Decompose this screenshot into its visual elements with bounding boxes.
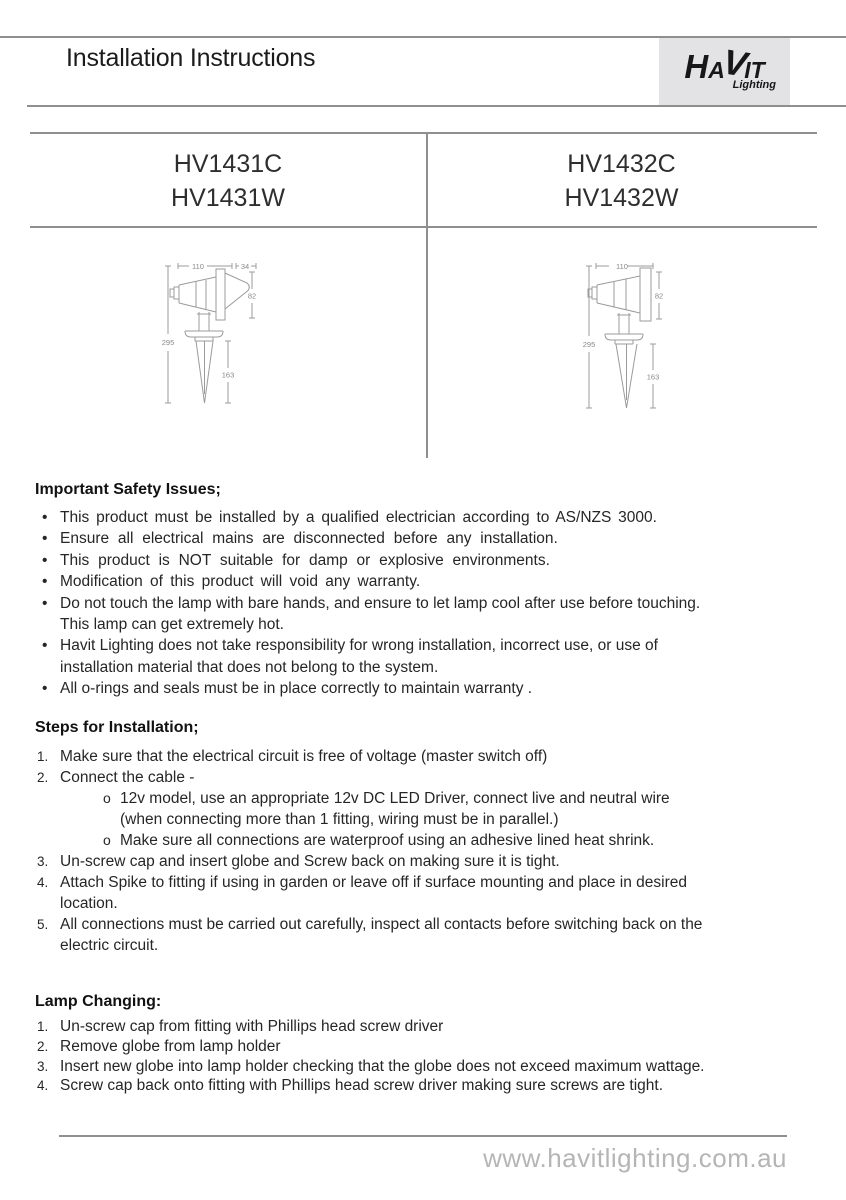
circle-bullet-icon: o bbox=[103, 790, 111, 806]
text-line: All connections must be carried out carefully, inspect all contacts before switching back on the bbox=[60, 916, 703, 933]
text-line: location. bbox=[60, 895, 118, 912]
text-line: (when connecting more than 1 fitting, wiring must be in parallel.) bbox=[120, 811, 559, 828]
text-line: Ensure all electrical mains are disconnected before any installation. bbox=[60, 530, 558, 548]
installation-step bbox=[35, 746, 797, 767]
bullet-icon: • bbox=[42, 509, 48, 526]
text-line: 12v model, use an appropriate 12v DC LED Driver, connect live and neutral wire bbox=[120, 790, 670, 807]
text-line: Do not touch the lamp with bare hands, and ensure to let lamp cool after use before touching. bbox=[60, 594, 701, 612]
logo-tagline: Lighting bbox=[732, 78, 776, 91]
dimension-lines bbox=[165, 263, 256, 403]
circle-bullet-icon: o bbox=[103, 832, 111, 848]
text-line: Attach Spike to fitting if using in garden or leave off if surface mounting and place in desired bbox=[60, 874, 687, 891]
step-text bbox=[60, 767, 797, 788]
logo-letter: A bbox=[708, 56, 725, 83]
lamp-step bbox=[35, 1037, 797, 1057]
lamp-step bbox=[35, 1076, 797, 1096]
installation-heading: Steps for Installation; bbox=[35, 719, 199, 736]
step-number: 3. bbox=[37, 1058, 49, 1074]
text-line: Havit Lighting does not take responsibility for wrong installation, incorrect use, or use of bbox=[60, 637, 658, 655]
text-line: installation material that does not belong to the system. bbox=[60, 658, 439, 676]
safety-bullet-text bbox=[60, 550, 797, 571]
model-name: HV1431C bbox=[173, 150, 283, 178]
step-text bbox=[60, 1037, 797, 1057]
text-line: Connect the cable - bbox=[60, 769, 195, 786]
model-name: HV1432C bbox=[567, 150, 676, 178]
model-name: HV1431W bbox=[171, 184, 285, 212]
havit-logo-wordmark bbox=[684, 42, 765, 85]
text-line: Make sure that the electrical circuit is free of voltage (master switch off) bbox=[60, 748, 548, 765]
step-text bbox=[60, 746, 797, 767]
installation-step bbox=[35, 851, 797, 872]
page-title: Installation Instructions bbox=[66, 44, 316, 72]
substep-text bbox=[120, 830, 797, 851]
text-line: This lamp can get extremely hot. bbox=[60, 616, 284, 634]
spike-light-drawing-right bbox=[556, 256, 726, 416]
logo-check-letter: V bbox=[720, 42, 750, 85]
installation-substep bbox=[97, 788, 797, 830]
models-bottom-rule bbox=[30, 226, 817, 228]
step-number: 2. bbox=[37, 1038, 49, 1054]
safety-bullet bbox=[35, 678, 797, 699]
step-text bbox=[60, 914, 797, 956]
dim-height: 295 bbox=[161, 338, 175, 347]
website-url: www.havitlighting.com.au bbox=[483, 1143, 787, 1173]
bullet-icon: • bbox=[42, 637, 48, 655]
fixture-outline bbox=[588, 268, 651, 408]
step-text bbox=[60, 1076, 797, 1096]
fixture-outline bbox=[170, 269, 249, 403]
safety-bullet bbox=[35, 507, 797, 528]
bullet-icon: • bbox=[42, 551, 48, 569]
model-names-right bbox=[426, 147, 817, 215]
step-number: 3. bbox=[37, 854, 49, 869]
installation-step bbox=[35, 914, 797, 956]
step-number: 2. bbox=[37, 770, 49, 785]
step-number: 1. bbox=[37, 1019, 49, 1034]
safety-bullet bbox=[35, 593, 797, 636]
installation-list bbox=[35, 746, 797, 956]
text-line: Screw cap back onto fitting with Phillips head screw driver making sure screws are tight. bbox=[60, 1077, 664, 1095]
text-line: electric circuit. bbox=[60, 937, 159, 954]
dim-head: 82 bbox=[247, 291, 257, 301]
dim-visor: 34 bbox=[240, 261, 250, 271]
footer-rule bbox=[59, 1135, 787, 1137]
text-line: Modification of this product will void any warranty. bbox=[60, 573, 421, 591]
logo-letter: IT bbox=[744, 56, 765, 83]
installation-step bbox=[35, 767, 797, 788]
model-names-left bbox=[30, 147, 426, 215]
logo-letter: H bbox=[684, 47, 709, 85]
havit-logo bbox=[659, 38, 790, 105]
installation-substep bbox=[97, 830, 797, 851]
bullet-icon: • bbox=[42, 594, 48, 612]
bullet-icon: • bbox=[42, 680, 48, 698]
lamp-changing-heading: Lamp Changing: bbox=[35, 993, 162, 1010]
dim-height: 295 bbox=[582, 340, 596, 349]
text-line: Un-screw cap and insert globe and Screw back on making sure it is tight. bbox=[60, 853, 560, 870]
models-top-rule bbox=[30, 132, 817, 134]
step-number: 4. bbox=[37, 875, 49, 890]
text-line: All o-rings and seals must be in place correctly to maintain warranty . bbox=[60, 680, 533, 698]
safety-bullet bbox=[35, 571, 797, 592]
bullet-icon: • bbox=[42, 530, 48, 548]
text-line: Make sure all connections are waterproof using an adhesive lined heat shrink. bbox=[120, 832, 655, 849]
dim-width: 110 bbox=[192, 261, 204, 271]
text-line: This product must be installed by a qualified electrician according to AS/NZS 3000. bbox=[60, 509, 657, 526]
dim-spike: 163 bbox=[221, 370, 235, 380]
step-number: 4. bbox=[37, 1078, 49, 1094]
step-number: 5. bbox=[37, 917, 49, 932]
substep-text bbox=[120, 788, 797, 830]
step-number: 1. bbox=[37, 749, 49, 764]
safety-bullet bbox=[35, 550, 797, 571]
lamp-step bbox=[35, 1057, 797, 1077]
text-line: Un-screw cap from fitting with Phillips head screw driver bbox=[60, 1018, 444, 1035]
safety-bullet-text bbox=[60, 635, 797, 678]
lamp-changing-list bbox=[35, 1017, 797, 1096]
dim-head: 82 bbox=[654, 291, 664, 301]
safety-heading: Important Safety Issues; bbox=[35, 481, 221, 498]
header-bottom-rule bbox=[27, 105, 846, 107]
dim-spike: 163 bbox=[646, 372, 660, 382]
installation-step bbox=[35, 872, 797, 914]
safety-bullet-text bbox=[60, 507, 797, 528]
safety-bullet bbox=[35, 635, 797, 678]
dim-width: 110 bbox=[616, 261, 628, 271]
text-line: Insert new globe into lamp holder checking that the globe does not exceed maximum wattage. bbox=[60, 1057, 705, 1075]
step-text bbox=[60, 872, 797, 914]
spike-light-drawing-left bbox=[140, 256, 320, 414]
safety-bullet-text bbox=[60, 571, 797, 592]
safety-bullet bbox=[35, 528, 797, 549]
step-text bbox=[60, 851, 797, 872]
safety-bullet-text bbox=[60, 593, 797, 636]
step-text bbox=[60, 1017, 797, 1037]
safety-bullet-text bbox=[60, 528, 797, 549]
safety-bullet-text bbox=[60, 678, 797, 699]
step-text bbox=[60, 1057, 797, 1077]
model-name: HV1432W bbox=[564, 184, 679, 212]
safety-list bbox=[35, 507, 797, 700]
lamp-step bbox=[35, 1017, 797, 1037]
bullet-icon: • bbox=[42, 573, 48, 591]
text-line: This product is NOT suitable for damp or explosive environments. bbox=[60, 551, 550, 569]
text-line: Remove globe from lamp holder bbox=[60, 1037, 281, 1055]
